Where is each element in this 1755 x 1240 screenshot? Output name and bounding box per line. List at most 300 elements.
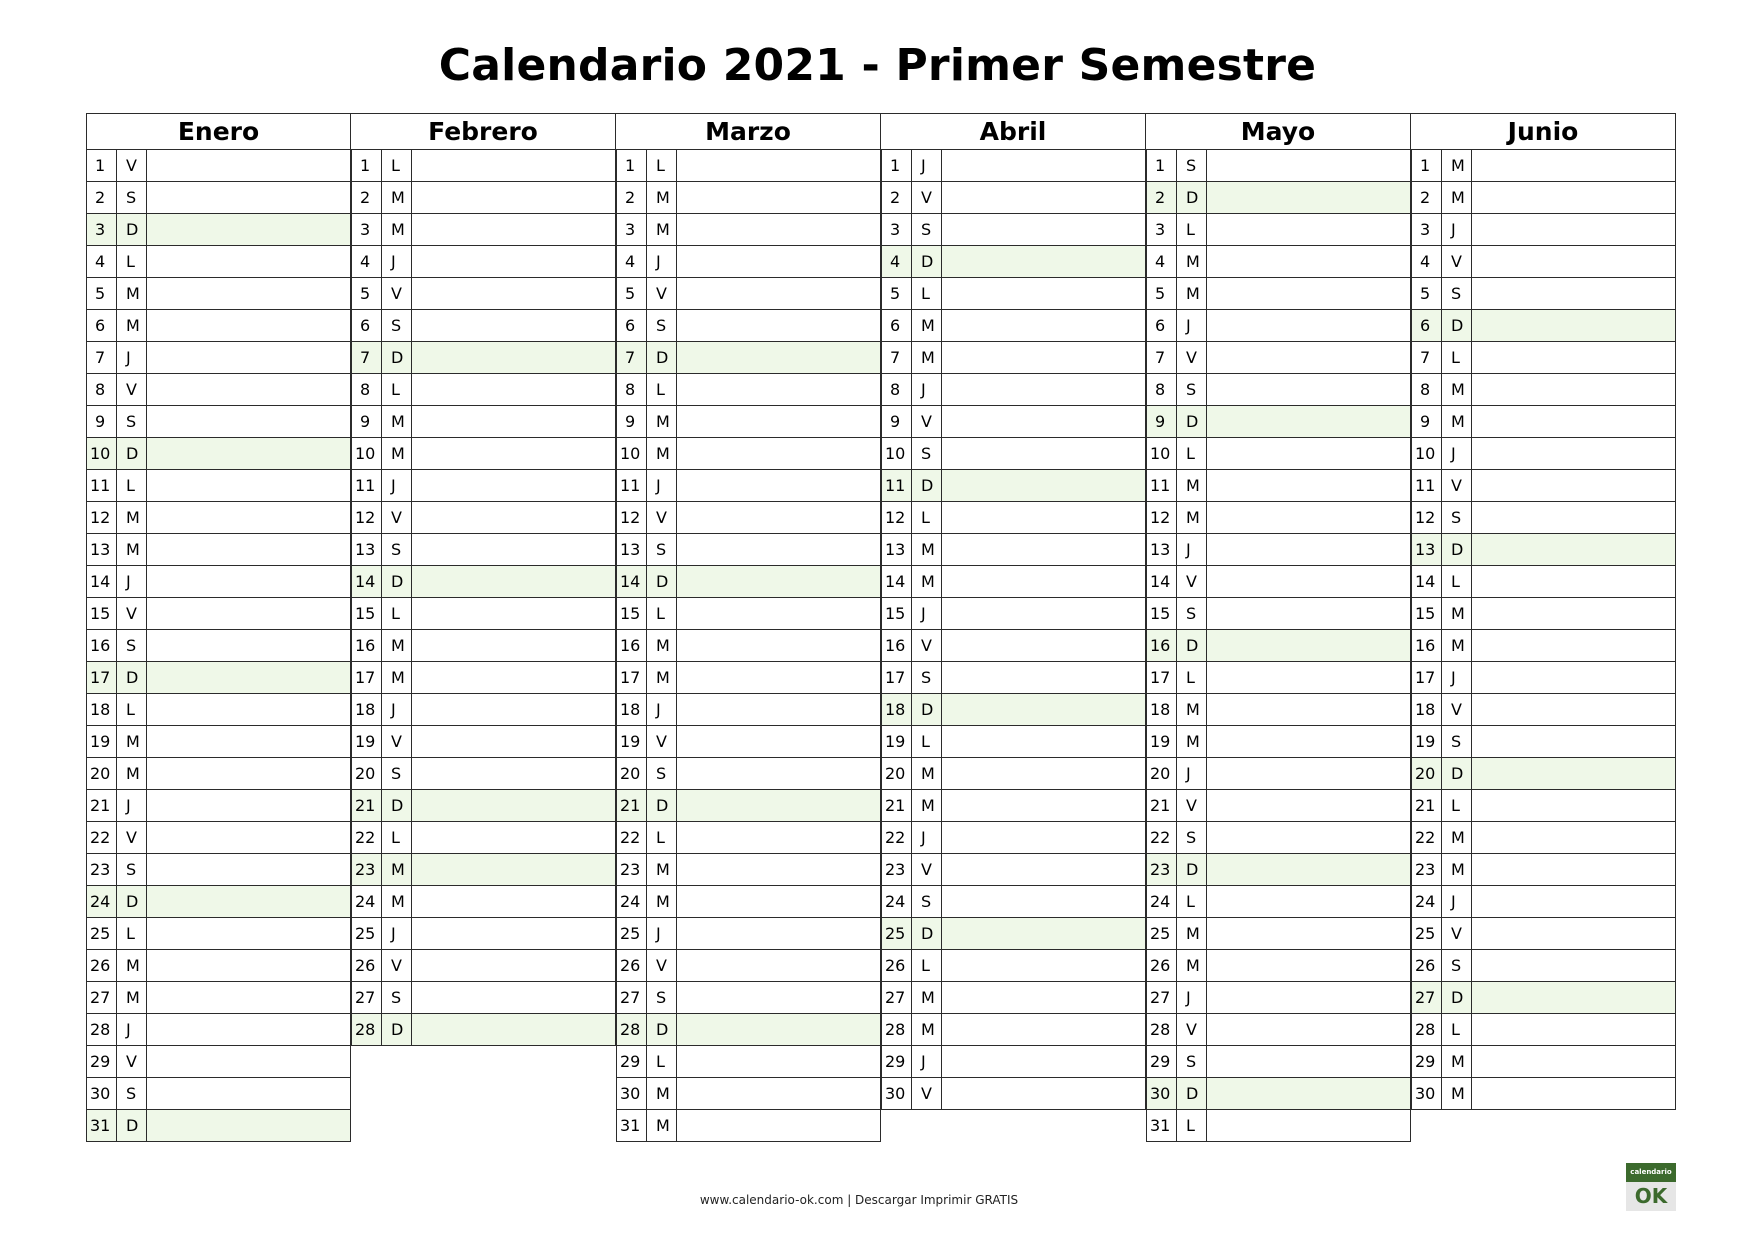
day-note-cell[interactable] <box>412 406 615 437</box>
day-note-cell[interactable] <box>942 1078 1145 1109</box>
day-note-cell[interactable] <box>942 694 1145 725</box>
day-note-cell[interactable] <box>147 438 350 469</box>
day-note-cell[interactable] <box>677 310 880 341</box>
calendario-ok-logo[interactable] <box>1626 1163 1676 1211</box>
weekday-letter: S <box>382 758 412 789</box>
weekday-letter: D <box>1442 758 1472 789</box>
day-note-cell[interactable] <box>412 374 615 405</box>
day-note-cell[interactable] <box>147 982 350 1013</box>
day-row <box>616 438 881 470</box>
day-note-cell[interactable] <box>147 726 350 757</box>
day-number: 6 <box>352 310 382 341</box>
day-number: 18 <box>1147 694 1177 725</box>
day-note-cell[interactable] <box>1207 630 1410 661</box>
day-note-cell[interactable] <box>942 726 1145 757</box>
day-note-cell[interactable] <box>942 1014 1145 1045</box>
day-note-cell[interactable] <box>1207 1046 1410 1077</box>
day-note-cell[interactable] <box>1472 630 1675 661</box>
day-note-cell[interactable] <box>677 982 880 1013</box>
weekday-letter: M <box>912 310 942 341</box>
day-note-cell[interactable] <box>147 1014 350 1045</box>
day-note-cell[interactable] <box>147 918 350 949</box>
day-note-cell[interactable] <box>1472 662 1675 693</box>
day-note-cell[interactable] <box>677 1110 880 1141</box>
day-note-cell[interactable] <box>1472 374 1675 405</box>
day-row <box>1411 342 1676 374</box>
day-note-cell[interactable] <box>1207 214 1410 245</box>
day-row <box>351 854 616 886</box>
weekday-letter: D <box>117 1110 147 1141</box>
day-number: 18 <box>1412 694 1442 725</box>
day-number: 26 <box>1147 950 1177 981</box>
day-note-cell[interactable] <box>942 214 1145 245</box>
day-note-cell[interactable] <box>1472 950 1675 981</box>
day-note-cell[interactable] <box>942 310 1145 341</box>
day-note-cell[interactable] <box>147 534 350 565</box>
day-note-cell[interactable] <box>942 950 1145 981</box>
day-number: 10 <box>1412 438 1442 469</box>
day-note-cell[interactable] <box>942 918 1145 949</box>
day-note-cell[interactable] <box>1207 406 1410 437</box>
day-note-cell[interactable] <box>1472 1078 1675 1109</box>
day-note-cell[interactable] <box>1472 470 1675 501</box>
day-note-cell[interactable] <box>412 726 615 757</box>
day-row <box>86 1110 351 1142</box>
day-note-cell[interactable] <box>1207 886 1410 917</box>
day-note-cell[interactable] <box>147 502 350 533</box>
day-number: 24 <box>882 886 912 917</box>
day-note-cell[interactable] <box>677 566 880 597</box>
day-note-cell[interactable] <box>147 662 350 693</box>
day-note-cell[interactable] <box>942 982 1145 1013</box>
day-note-cell[interactable] <box>412 342 615 373</box>
day-note-cell[interactable] <box>1207 150 1410 181</box>
day-note-cell[interactable] <box>677 950 880 981</box>
day-row <box>1146 758 1411 790</box>
weekday-letter: M <box>647 662 677 693</box>
day-number: 28 <box>1147 1014 1177 1045</box>
day-note-cell[interactable] <box>1472 1014 1675 1045</box>
day-note-cell[interactable] <box>677 598 880 629</box>
day-note-cell[interactable] <box>147 310 350 341</box>
day-note-cell[interactable] <box>677 374 880 405</box>
day-note-cell[interactable] <box>412 886 615 917</box>
day-note-cell[interactable] <box>677 790 880 821</box>
day-note-cell[interactable] <box>412 246 615 277</box>
day-note-cell[interactable] <box>1207 246 1410 277</box>
day-note-cell[interactable] <box>147 1046 350 1077</box>
day-note-cell[interactable] <box>1472 150 1675 181</box>
day-note-cell[interactable] <box>1207 502 1410 533</box>
day-note-cell[interactable] <box>1472 534 1675 565</box>
day-note-cell[interactable] <box>1207 950 1410 981</box>
day-number: 22 <box>352 822 382 853</box>
weekday-letter: J <box>382 918 412 949</box>
day-number: 13 <box>1147 534 1177 565</box>
day-note-cell[interactable] <box>1472 278 1675 309</box>
day-row <box>1146 502 1411 534</box>
day-note-cell[interactable] <box>942 470 1145 501</box>
weekday-letter: M <box>382 214 412 245</box>
day-note-cell[interactable] <box>1472 790 1675 821</box>
day-note-cell[interactable] <box>1472 758 1675 789</box>
day-note-cell[interactable] <box>1207 1078 1410 1109</box>
weekday-letter: M <box>117 278 147 309</box>
weekday-letter: M <box>1442 374 1472 405</box>
day-note-cell[interactable] <box>1472 182 1675 213</box>
day-note-cell[interactable] <box>147 630 350 661</box>
day-note-cell[interactable] <box>147 278 350 309</box>
day-note-cell[interactable] <box>1207 278 1410 309</box>
day-row <box>1146 950 1411 982</box>
day-note-cell[interactable] <box>677 278 880 309</box>
weekday-letter: M <box>382 630 412 661</box>
day-note-cell[interactable] <box>1207 310 1410 341</box>
day-note-cell[interactable] <box>1207 374 1410 405</box>
day-note-cell[interactable] <box>942 822 1145 853</box>
weekday-letter: J <box>382 694 412 725</box>
weekday-letter: S <box>1442 502 1472 533</box>
day-note-cell[interactable] <box>677 1046 880 1077</box>
day-note-cell[interactable] <box>1207 342 1410 373</box>
day-note-cell[interactable] <box>1472 310 1675 341</box>
weekday-letter: S <box>912 662 942 693</box>
day-note-cell[interactable] <box>1207 854 1410 885</box>
day-row <box>86 662 351 694</box>
day-note-cell[interactable] <box>942 1046 1145 1077</box>
day-note-cell[interactable] <box>412 310 615 341</box>
day-row <box>881 1078 1146 1110</box>
day-note-cell[interactable] <box>147 854 350 885</box>
month-column <box>881 113 1146 1110</box>
day-row <box>351 886 616 918</box>
day-number: 18 <box>617 694 647 725</box>
day-row <box>616 406 881 438</box>
day-number: 15 <box>352 598 382 629</box>
day-note-cell[interactable] <box>942 566 1145 597</box>
day-note-cell[interactable] <box>677 534 880 565</box>
day-note-cell[interactable] <box>147 246 350 277</box>
weekday-letter: V <box>647 950 677 981</box>
weekday-letter: S <box>117 630 147 661</box>
day-note-cell[interactable] <box>1472 214 1675 245</box>
day-note-cell[interactable] <box>412 150 615 181</box>
day-note-cell[interactable] <box>147 790 350 821</box>
month-header: Enero <box>86 113 351 150</box>
weekday-letter: L <box>647 1046 677 1077</box>
day-note-cell[interactable] <box>1207 790 1410 821</box>
day-note-cell[interactable] <box>1472 502 1675 533</box>
day-row <box>86 630 351 662</box>
day-note-cell[interactable] <box>1472 438 1675 469</box>
day-row <box>86 1014 351 1046</box>
weekday-letter: M <box>1177 694 1207 725</box>
weekday-letter: M <box>1442 406 1472 437</box>
weekday-letter: J <box>912 374 942 405</box>
day-note-cell[interactable] <box>942 278 1145 309</box>
day-note-cell[interactable] <box>677 854 880 885</box>
day-number: 26 <box>87 950 117 981</box>
day-note-cell[interactable] <box>412 278 615 309</box>
day-note-cell[interactable] <box>412 694 615 725</box>
day-row <box>351 726 616 758</box>
day-note-cell[interactable] <box>412 630 615 661</box>
day-note-cell[interactable] <box>147 470 350 501</box>
day-note-cell[interactable] <box>942 246 1145 277</box>
day-note-cell[interactable] <box>1207 598 1410 629</box>
day-row <box>86 278 351 310</box>
day-note-cell[interactable] <box>677 182 880 213</box>
day-row <box>1146 918 1411 950</box>
day-row <box>1411 662 1676 694</box>
day-note-cell[interactable] <box>147 886 350 917</box>
day-note-cell[interactable] <box>1472 342 1675 373</box>
day-note-cell[interactable] <box>677 1014 880 1045</box>
day-note-cell[interactable] <box>677 758 880 789</box>
weekday-letter: V <box>117 150 147 181</box>
day-note-cell[interactable] <box>942 534 1145 565</box>
day-number: 4 <box>352 246 382 277</box>
day-note-cell[interactable] <box>147 182 350 213</box>
day-note-cell[interactable] <box>412 534 615 565</box>
weekday-letter: M <box>912 1014 942 1045</box>
day-note-cell[interactable] <box>1472 822 1675 853</box>
day-note-cell[interactable] <box>942 502 1145 533</box>
day-row <box>351 950 616 982</box>
day-note-cell[interactable] <box>1207 1014 1410 1045</box>
day-row <box>1146 438 1411 470</box>
day-row <box>1146 790 1411 822</box>
day-note-cell[interactable] <box>677 150 880 181</box>
weekday-letter: L <box>912 278 942 309</box>
day-note-cell[interactable] <box>147 1110 350 1141</box>
day-note-cell[interactable] <box>677 246 880 277</box>
weekday-letter: L <box>1177 662 1207 693</box>
day-number: 30 <box>1412 1078 1442 1109</box>
day-note-cell[interactable] <box>147 694 350 725</box>
day-note-cell[interactable] <box>147 374 350 405</box>
weekday-letter: J <box>647 694 677 725</box>
day-row <box>881 950 1146 982</box>
day-note-cell[interactable] <box>412 214 615 245</box>
day-row <box>881 342 1146 374</box>
day-row <box>1146 278 1411 310</box>
day-number: 4 <box>1412 246 1442 277</box>
day-note-cell[interactable] <box>147 214 350 245</box>
day-note-cell[interactable] <box>147 758 350 789</box>
day-note-cell[interactable] <box>677 342 880 373</box>
weekday-letter: M <box>1442 854 1472 885</box>
day-note-cell[interactable] <box>942 758 1145 789</box>
day-note-cell[interactable] <box>942 790 1145 821</box>
day-note-cell[interactable] <box>677 694 880 725</box>
day-note-cell[interactable] <box>677 470 880 501</box>
day-note-cell[interactable] <box>942 854 1145 885</box>
day-note-cell[interactable] <box>412 982 615 1013</box>
day-note-cell[interactable] <box>147 950 350 981</box>
day-number: 1 <box>617 150 647 181</box>
weekday-letter: L <box>1442 790 1472 821</box>
day-note-cell[interactable] <box>147 406 350 437</box>
day-note-cell[interactable] <box>1207 438 1410 469</box>
day-note-cell[interactable] <box>677 438 880 469</box>
day-note-cell[interactable] <box>1207 566 1410 597</box>
day-note-cell[interactable] <box>942 630 1145 661</box>
day-note-cell[interactable] <box>942 150 1145 181</box>
day-number: 29 <box>1147 1046 1177 1077</box>
day-note-cell[interactable] <box>1472 854 1675 885</box>
day-note-cell[interactable] <box>677 662 880 693</box>
day-note-cell[interactable] <box>942 886 1145 917</box>
day-note-cell[interactable] <box>1207 1110 1410 1141</box>
day-note-cell[interactable] <box>1207 982 1410 1013</box>
weekday-letter: V <box>1442 470 1472 501</box>
day-note-cell[interactable] <box>1472 1046 1675 1077</box>
day-number: 8 <box>882 374 912 405</box>
day-note-cell[interactable] <box>412 918 615 949</box>
day-note-cell[interactable] <box>412 502 615 533</box>
weekday-letter: L <box>117 246 147 277</box>
day-note-cell[interactable] <box>1472 566 1675 597</box>
day-number: 16 <box>882 630 912 661</box>
day-row <box>616 918 881 950</box>
day-note-cell[interactable] <box>1207 822 1410 853</box>
weekday-letter: L <box>117 918 147 949</box>
day-note-cell[interactable] <box>1472 726 1675 757</box>
day-note-cell[interactable] <box>1472 598 1675 629</box>
day-number: 12 <box>1412 502 1442 533</box>
day-number: 14 <box>87 566 117 597</box>
day-note-cell[interactable] <box>942 342 1145 373</box>
day-note-cell[interactable] <box>942 374 1145 405</box>
day-number: 23 <box>1412 854 1442 885</box>
day-number: 12 <box>352 502 382 533</box>
day-note-cell[interactable] <box>412 758 615 789</box>
day-row <box>1411 598 1676 630</box>
day-note-cell[interactable] <box>942 406 1145 437</box>
day-number: 23 <box>1147 854 1177 885</box>
day-note-cell[interactable] <box>942 598 1145 629</box>
day-row <box>86 150 351 182</box>
day-number: 3 <box>87 214 117 245</box>
day-note-cell[interactable] <box>412 438 615 469</box>
weekday-letter: S <box>117 182 147 213</box>
day-note-cell[interactable] <box>412 470 615 501</box>
day-note-cell[interactable] <box>1207 662 1410 693</box>
month-column <box>616 113 881 1142</box>
day-note-cell[interactable] <box>1472 918 1675 949</box>
day-note-cell[interactable] <box>677 1078 880 1109</box>
day-note-cell[interactable] <box>147 822 350 853</box>
day-number: 8 <box>87 374 117 405</box>
day-row <box>1146 982 1411 1014</box>
day-note-cell[interactable] <box>677 822 880 853</box>
day-note-cell[interactable] <box>677 726 880 757</box>
day-note-cell[interactable] <box>1207 726 1410 757</box>
day-note-cell[interactable] <box>677 886 880 917</box>
day-note-cell[interactable] <box>1207 470 1410 501</box>
day-number: 12 <box>882 502 912 533</box>
weekday-letter: D <box>117 214 147 245</box>
weekday-letter: L <box>912 502 942 533</box>
day-row <box>351 694 616 726</box>
day-number: 23 <box>882 854 912 885</box>
day-note-cell[interactable] <box>1472 246 1675 277</box>
day-note-cell[interactable] <box>1207 758 1410 789</box>
day-note-cell[interactable] <box>1472 406 1675 437</box>
day-note-cell[interactable] <box>942 438 1145 469</box>
day-row <box>616 150 881 182</box>
day-note-cell[interactable] <box>147 342 350 373</box>
weekday-letter: D <box>912 246 942 277</box>
day-note-cell[interactable] <box>1472 694 1675 725</box>
weekday-letter: L <box>382 150 412 181</box>
day-note-cell[interactable] <box>412 182 615 213</box>
day-note-cell[interactable] <box>942 662 1145 693</box>
weekday-letter: V <box>912 1078 942 1109</box>
day-note-cell[interactable] <box>677 630 880 661</box>
weekday-letter: S <box>647 982 677 1013</box>
day-note-cell[interactable] <box>1207 182 1410 213</box>
day-number: 14 <box>1147 566 1177 597</box>
day-note-cell[interactable] <box>412 566 615 597</box>
day-row <box>881 502 1146 534</box>
day-note-cell[interactable] <box>147 566 350 597</box>
day-note-cell[interactable] <box>147 598 350 629</box>
weekday-letter: M <box>1442 598 1472 629</box>
day-number: 19 <box>1147 726 1177 757</box>
day-note-cell[interactable] <box>147 150 350 181</box>
day-row <box>1146 1110 1411 1142</box>
weekday-letter: J <box>912 150 942 181</box>
day-note-cell[interactable] <box>412 1014 615 1045</box>
day-note-cell[interactable] <box>677 502 880 533</box>
day-note-cell[interactable] <box>1472 982 1675 1013</box>
day-number: 19 <box>87 726 117 757</box>
day-note-cell[interactable] <box>412 598 615 629</box>
weekday-letter: S <box>912 438 942 469</box>
day-note-cell[interactable] <box>1472 886 1675 917</box>
day-row <box>1146 150 1411 182</box>
day-note-cell[interactable] <box>1207 534 1410 565</box>
weekday-letter: L <box>1177 1110 1207 1141</box>
day-note-cell[interactable] <box>677 918 880 949</box>
day-note-cell[interactable] <box>677 406 880 437</box>
weekday-letter: D <box>1177 630 1207 661</box>
day-note-cell[interactable] <box>412 854 615 885</box>
day-number: 20 <box>882 758 912 789</box>
logo-bottom-text: OK <box>1626 1182 1676 1211</box>
day-note-cell[interactable] <box>942 182 1145 213</box>
day-note-cell[interactable] <box>147 1078 350 1109</box>
day-note-cell[interactable] <box>677 214 880 245</box>
day-note-cell[interactable] <box>412 822 615 853</box>
day-number: 13 <box>882 534 912 565</box>
day-note-cell[interactable] <box>412 662 615 693</box>
weekday-letter: M <box>1177 918 1207 949</box>
day-number: 8 <box>352 374 382 405</box>
day-number: 11 <box>352 470 382 501</box>
day-note-cell[interactable] <box>1207 694 1410 725</box>
weekday-letter: L <box>117 470 147 501</box>
day-number: 28 <box>1412 1014 1442 1045</box>
day-note-cell[interactable] <box>412 950 615 981</box>
day-number: 16 <box>87 630 117 661</box>
day-row <box>616 502 881 534</box>
weekday-letter: J <box>1442 662 1472 693</box>
day-note-cell[interactable] <box>412 790 615 821</box>
day-note-cell[interactable] <box>1207 918 1410 949</box>
